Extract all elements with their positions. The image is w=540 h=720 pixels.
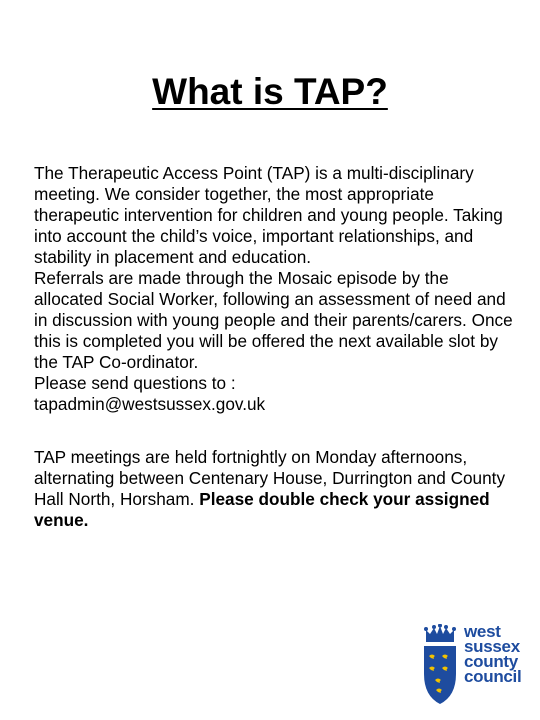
- intro-paragraph: The Therapeutic Access Point (TAP) is a multi-disciplinary meeting. We consider together, the most appropriate therapeutic intervention for children and young people. Taking into account the child’s voice, important relationships, and stability in placement and education.: [34, 163, 503, 267]
- meetings-text: TAP meetings are held fortnightly on Monday afternoons, alternating between Centenary House, Durrington and County Hall North, Horsham.: [34, 447, 506, 509]
- contact-email: tapadmin@westsussex.gov.uk: [34, 394, 266, 414]
- questions-line: Please send questions to :: [34, 373, 236, 393]
- meetings-bold-note: Please double check your assigned venue.: [34, 489, 490, 530]
- crest-icon: [420, 624, 464, 714]
- logo-line-council: council: [464, 667, 522, 686]
- logo-line-county: county: [464, 652, 518, 671]
- referrals-paragraph: Referrals are made through the Mosaic episode by the allocated Social Worker, following an assessment of need and in discussion with young people and their parents/carers. Once this is completed you will be offered the next available slot by the TAP Co-ordinator.: [34, 268, 513, 372]
- body-text: [34, 163, 514, 531]
- logo-line-sussex: sussex: [464, 637, 520, 656]
- page-title: What is TAP?: [152, 71, 388, 112]
- logo-wordmark: [464, 624, 521, 684]
- paragraph-gap: [34, 415, 514, 447]
- west-sussex-county-council-logo: [420, 624, 530, 714]
- meetings-paragraph: [34, 447, 514, 531]
- logo-line-west: west: [464, 622, 501, 641]
